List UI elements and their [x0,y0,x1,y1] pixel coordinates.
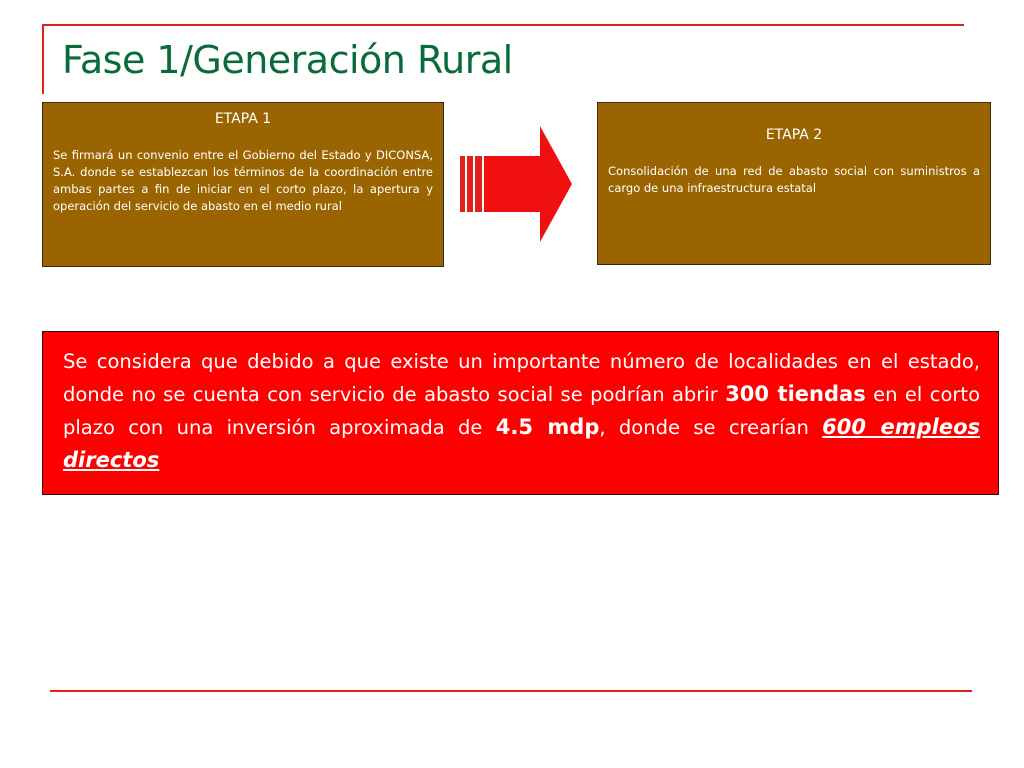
slide-title: Fase 1/Generación Rural [62,38,513,82]
summary-callout [42,331,999,495]
investment-highlight: 4.5 mdp [495,415,600,439]
callout-text-3: , donde se crearían [599,416,823,439]
stores-highlight: 300 tiendas [725,382,866,406]
callout-text-2: en el corto plazo con una inversión aproximada de [63,383,980,439]
callout-text-1: Se considera que debido a que existe un importante número de localidades en el estado, donde no se cuenta con servicio de abasto social se podrían abrir [63,350,980,406]
left-rule [42,24,44,94]
right-arrow-icon [458,126,574,242]
stage-2-box [597,102,991,265]
stage-2-title: ETAPA 2 [765,127,823,143]
bottom-rule [50,690,972,692]
stage-1-title: ETAPA 1 [214,111,272,127]
stage-2-text: Consolidación de una red de abasto social con suministros a cargo de una infraestructura estatal [608,164,980,195]
stage-1-box [42,102,444,267]
top-rule [44,24,964,26]
jobs-highlight: 600 empleos directos [63,415,980,472]
stage-1-text: Se firmará un convenio entre el Gobierno del Estado y DICONSA, S.A. donde se establezcan los términos de la coordinación entre ambas partes a fin de iniciar en el corto plazo, la apertura y operación del servicio de abasto en el medio rural [53,148,433,213]
